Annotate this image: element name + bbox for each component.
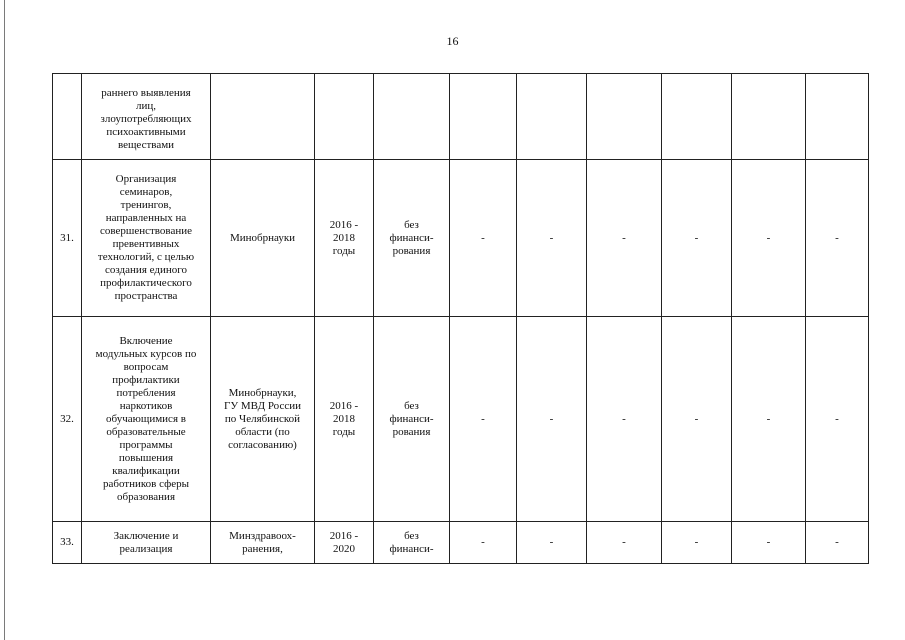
value-cell: - xyxy=(662,160,732,317)
value-cell xyxy=(450,74,517,160)
value-cell xyxy=(806,74,869,160)
value-cell: - xyxy=(517,317,587,522)
value-cell xyxy=(517,74,587,160)
table-row-33 xyxy=(53,522,869,564)
value-cell: - xyxy=(587,160,662,317)
scan-margin-line xyxy=(4,0,5,640)
funding-cell xyxy=(374,74,450,160)
funding-cell: без финанси- xyxy=(374,522,450,564)
table-row-continuation xyxy=(53,74,869,160)
activity-name-cell: Организация семинаров, тренингов, направленных на совершенствование превентивных технологий, с целью создания единого профилактического пространства xyxy=(82,160,211,317)
table-row-31 xyxy=(53,160,869,317)
value-cell: - xyxy=(732,317,806,522)
row-number-cell xyxy=(53,74,82,160)
value-cell: - xyxy=(450,317,517,522)
value-cell: - xyxy=(450,522,517,564)
page-number: 16 xyxy=(446,34,459,48)
value-cell: - xyxy=(587,317,662,522)
executor-cell: Минобрнауки xyxy=(211,160,315,317)
period-cell xyxy=(315,74,374,160)
funding-cell: без финанси- рования xyxy=(374,317,450,522)
row-number-cell: 32. xyxy=(53,317,82,522)
value-cell: - xyxy=(587,522,662,564)
value-cell xyxy=(732,74,806,160)
row-number-cell: 33. xyxy=(53,522,82,564)
row-number-cell: 31. xyxy=(53,160,82,317)
executor-cell: Минздравоох- ранения, xyxy=(211,522,315,564)
value-cell: - xyxy=(732,160,806,317)
value-cell: - xyxy=(662,522,732,564)
value-cell: - xyxy=(806,522,869,564)
period-cell: 2016 - 2018 годы xyxy=(315,160,374,317)
executor-cell xyxy=(211,74,315,160)
value-cell: - xyxy=(732,522,806,564)
period-cell: 2016 - 2020 xyxy=(315,522,374,564)
value-cell: - xyxy=(662,317,732,522)
activity-name-cell: Включение модульных курсов по вопросам профилактики потребления наркотиков обучающимися в образовательные программы повышения квалификации работников сферы образования xyxy=(82,317,211,522)
activity-name-cell: Заключение и реализация xyxy=(82,522,211,564)
value-cell xyxy=(662,74,732,160)
value-cell: - xyxy=(806,317,869,522)
period-cell: 2016 - 2018 годы xyxy=(315,317,374,522)
value-cell: - xyxy=(806,160,869,317)
value-cell: - xyxy=(517,160,587,317)
funding-cell: без финанси- рования xyxy=(374,160,450,317)
value-cell: - xyxy=(517,522,587,564)
executor-cell: Минобрнауки, ГУ МВД России по Челябинской области (по согласованию) xyxy=(211,317,315,522)
table-row-32 xyxy=(53,317,869,522)
activity-name-cell: раннего выявления лиц, злоупотребляющих психоактивными веществами xyxy=(82,74,211,160)
program-activities-table xyxy=(52,73,869,564)
value-cell: - xyxy=(450,160,517,317)
value-cell xyxy=(587,74,662,160)
